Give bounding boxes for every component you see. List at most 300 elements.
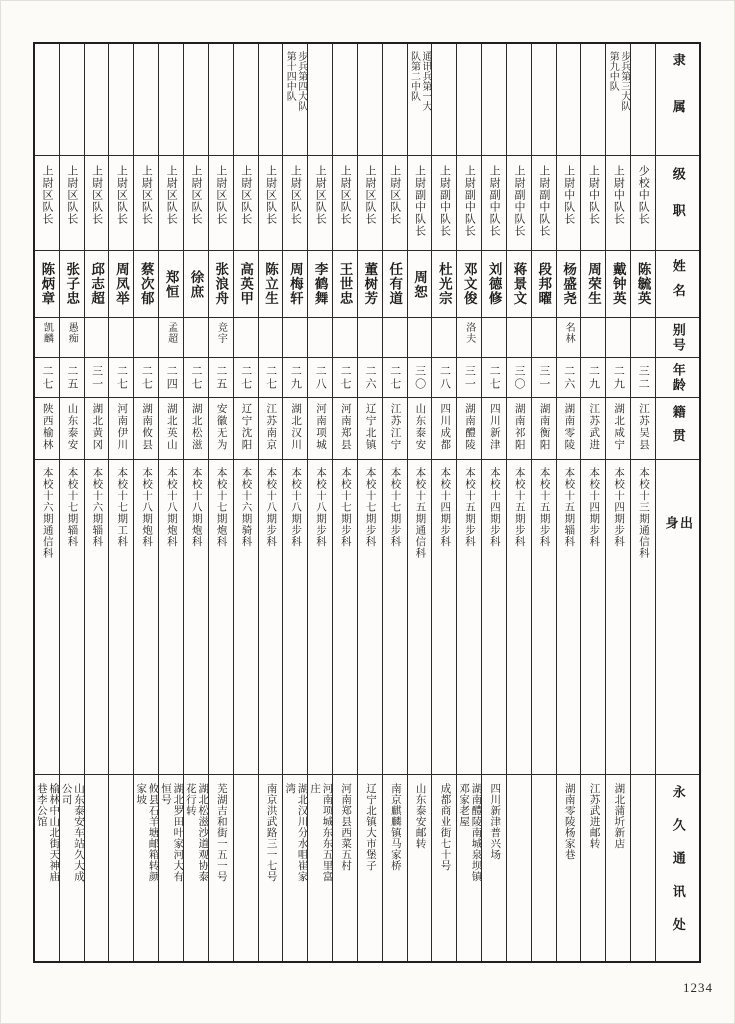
origin-text: 本校十八期步科 bbox=[265, 467, 277, 548]
age-text: 二九 bbox=[612, 364, 625, 391]
origin-cell bbox=[333, 460, 357, 775]
native-place-text: 河南郑县 bbox=[339, 403, 351, 451]
origin-text: 本校十六期辎科 bbox=[91, 467, 103, 548]
person-column bbox=[408, 44, 433, 961]
native-place-text: 湖南衡阳 bbox=[538, 403, 550, 451]
origin-text: 本校十八期炮科 bbox=[141, 467, 153, 548]
rank-cell bbox=[507, 156, 531, 251]
alias-cell bbox=[209, 318, 233, 358]
age-cell bbox=[134, 358, 158, 398]
address-cell bbox=[283, 775, 307, 961]
address-text: 攸县石羊塘邮箱转颜家坡 bbox=[135, 783, 159, 882]
alias-cell bbox=[507, 318, 531, 358]
age-cell bbox=[408, 358, 432, 398]
age-cell bbox=[383, 358, 407, 398]
person-column bbox=[581, 44, 606, 961]
alias-cell bbox=[159, 318, 183, 358]
affiliation-cell bbox=[408, 44, 432, 156]
native-place-text: 江苏江宁 bbox=[389, 403, 401, 451]
origin-text: 本校十七期炮科 bbox=[215, 467, 227, 548]
affiliation-text: 步兵第四大队第十四中队 bbox=[284, 51, 307, 111]
origin-text: 本校十五期通信科 bbox=[414, 467, 426, 559]
name-text: 刘德修 bbox=[486, 262, 502, 306]
alias-cell bbox=[432, 318, 456, 358]
affiliation-cell bbox=[234, 44, 258, 156]
alias-cell bbox=[234, 318, 258, 358]
origin-cell bbox=[35, 460, 59, 775]
rank-cell bbox=[631, 156, 655, 251]
native-place-cell bbox=[159, 398, 183, 460]
name-cell bbox=[333, 251, 357, 318]
address-text: 南京麒麟镇马家桥 bbox=[389, 783, 401, 871]
address-cell bbox=[184, 775, 208, 961]
age-cell bbox=[482, 358, 506, 398]
page-number: 1234 bbox=[683, 980, 713, 995]
address-cell bbox=[408, 775, 432, 961]
rank-text: 上尉中队长 bbox=[562, 165, 575, 225]
native-place-cell bbox=[507, 398, 531, 460]
alias-cell bbox=[631, 318, 655, 358]
rank-cell bbox=[234, 156, 258, 251]
person-column bbox=[184, 44, 209, 961]
origin-cell bbox=[85, 460, 109, 775]
origin-text: 本校十七期步科 bbox=[364, 467, 376, 548]
origin-text: 本校十七期工科 bbox=[116, 467, 128, 548]
name-text: 李鹤舞 bbox=[312, 262, 328, 306]
origin-text: 本校十六期骑科 bbox=[240, 467, 252, 548]
native-place-text: 河南伊川 bbox=[116, 403, 128, 451]
origin-cell bbox=[308, 460, 332, 775]
address-cell bbox=[308, 775, 332, 961]
name-cell bbox=[581, 251, 605, 318]
native-place-text: 湖南攸县 bbox=[141, 403, 153, 451]
person-column bbox=[259, 44, 284, 961]
address-text: 湖南零陵杨家巷 bbox=[563, 783, 575, 860]
person-column bbox=[60, 44, 85, 961]
header-cell-alias bbox=[656, 318, 699, 358]
name-cell bbox=[159, 251, 183, 318]
native-place-cell bbox=[60, 398, 84, 460]
alias-cell bbox=[109, 318, 133, 358]
native-place-cell bbox=[259, 398, 283, 460]
origin-text: 本校十五期步科 bbox=[513, 467, 525, 548]
name-cell bbox=[507, 251, 531, 318]
name-cell bbox=[358, 251, 382, 318]
alias-cell bbox=[482, 318, 506, 358]
native-place-text: 山东泰安 bbox=[414, 403, 426, 451]
rank-cell bbox=[333, 156, 357, 251]
person-column bbox=[482, 44, 507, 961]
origin-cell bbox=[209, 460, 233, 775]
native-place-text: 湖南祁阳 bbox=[513, 403, 525, 451]
alias-cell bbox=[283, 318, 307, 358]
origin-text: 本校十四期步科 bbox=[488, 467, 500, 548]
age-cell bbox=[283, 358, 307, 398]
header-age-label: 年龄 bbox=[670, 362, 686, 393]
person-column bbox=[35, 44, 60, 961]
name-text: 周凤举 bbox=[113, 262, 129, 306]
affiliation-cell bbox=[432, 44, 456, 156]
address-text: 湖北汉川分水咀崔家湾 bbox=[284, 783, 308, 882]
alias-cell bbox=[358, 318, 382, 358]
roster-table bbox=[33, 42, 701, 963]
rank-cell bbox=[358, 156, 382, 251]
person-column bbox=[557, 44, 582, 961]
name-text: 邓文俊 bbox=[461, 262, 477, 306]
affiliation-cell bbox=[358, 44, 382, 156]
native-place-text: 湖北英山 bbox=[165, 403, 177, 451]
address-text: 河南郑县西菜五村 bbox=[340, 783, 352, 871]
rank-text: 上尉区队长 bbox=[165, 165, 178, 225]
rank-cell bbox=[581, 156, 605, 251]
header-address-label: 永久通讯处 bbox=[670, 785, 686, 951]
rank-text: 上尉区队长 bbox=[115, 165, 128, 225]
person-column bbox=[234, 44, 259, 961]
header-cell-rank bbox=[656, 156, 699, 251]
affiliation-text: 通讯兵第一大队第二中队 bbox=[408, 51, 431, 111]
age-text: 三一 bbox=[537, 364, 550, 391]
address-cell bbox=[209, 775, 233, 961]
affiliation-cell bbox=[631, 44, 655, 156]
age-text: 二七 bbox=[388, 364, 401, 391]
alias-cell bbox=[35, 318, 59, 358]
native-place-cell bbox=[308, 398, 332, 460]
affiliation-cell bbox=[557, 44, 581, 156]
name-cell bbox=[457, 251, 481, 318]
origin-text: 本校十五期辎科 bbox=[563, 467, 575, 548]
native-place-cell bbox=[85, 398, 109, 460]
affiliation-cell bbox=[532, 44, 556, 156]
address-cell bbox=[457, 775, 481, 961]
native-place-text: 四川成都 bbox=[439, 403, 451, 451]
affiliation-cell bbox=[283, 44, 307, 156]
address-cell bbox=[432, 775, 456, 961]
name-text: 王世忠 bbox=[337, 262, 353, 306]
alias-cell bbox=[408, 318, 432, 358]
rank-text: 上尉区队长 bbox=[363, 165, 376, 225]
age-text: 二七 bbox=[339, 364, 352, 391]
age-cell bbox=[457, 358, 481, 398]
age-cell bbox=[532, 358, 556, 398]
age-text: 三一 bbox=[463, 364, 476, 391]
origin-text: 本校十五期步科 bbox=[464, 467, 476, 548]
name-text: 杜光宗 bbox=[436, 262, 452, 306]
address-cell bbox=[35, 775, 59, 961]
affiliation-cell bbox=[60, 44, 84, 156]
name-cell bbox=[60, 251, 84, 318]
rank-text: 上尉中队长 bbox=[612, 165, 625, 225]
origin-cell bbox=[606, 460, 630, 775]
origin-text: 本校十七期步科 bbox=[339, 467, 351, 548]
alias-cell bbox=[85, 318, 109, 358]
name-cell bbox=[308, 251, 332, 318]
native-place-cell bbox=[408, 398, 432, 460]
rank-cell bbox=[60, 156, 84, 251]
address-cell bbox=[557, 775, 581, 961]
age-text: 二六 bbox=[363, 364, 376, 391]
origin-cell bbox=[532, 460, 556, 775]
native-place-text: 安徽无为 bbox=[215, 403, 227, 451]
address-text: 山东泰安邮转 bbox=[414, 783, 426, 849]
affiliation-cell bbox=[85, 44, 109, 156]
name-text: 杨盛尧 bbox=[561, 262, 577, 306]
age-text: 三一 bbox=[90, 364, 103, 391]
alias-text: 洛夫 bbox=[463, 322, 475, 344]
name-text: 段邦曜 bbox=[536, 262, 552, 306]
rank-text: 上尉副中队长 bbox=[488, 165, 501, 237]
rank-cell bbox=[85, 156, 109, 251]
alias-cell bbox=[333, 318, 357, 358]
address-cell bbox=[109, 775, 133, 961]
person-column bbox=[358, 44, 383, 961]
rank-text: 上尉区队长 bbox=[339, 165, 352, 225]
name-cell bbox=[184, 251, 208, 318]
native-place-cell bbox=[432, 398, 456, 460]
rank-text: 少校中队长 bbox=[637, 165, 650, 225]
age-text: 二五 bbox=[214, 364, 227, 391]
header-column bbox=[656, 44, 699, 961]
age-cell bbox=[631, 358, 655, 398]
address-text: 四川新津普兴场 bbox=[489, 783, 501, 860]
name-text: 董树芳 bbox=[362, 262, 378, 306]
age-cell bbox=[358, 358, 382, 398]
alias-text: 孟超 bbox=[165, 322, 177, 344]
person-column bbox=[134, 44, 159, 961]
affiliation-cell bbox=[308, 44, 332, 156]
origin-cell bbox=[159, 460, 183, 775]
address-cell bbox=[482, 775, 506, 961]
age-cell bbox=[581, 358, 605, 398]
name-text: 陈炳章 bbox=[39, 262, 55, 306]
origin-text: 本校十八期步科 bbox=[290, 467, 302, 548]
alias-text: 竞宇 bbox=[215, 322, 227, 344]
rank-text: 上尉区队长 bbox=[239, 165, 252, 225]
address-cell bbox=[631, 775, 655, 961]
alias-cell bbox=[557, 318, 581, 358]
rank-cell bbox=[35, 156, 59, 251]
affiliation-cell bbox=[134, 44, 158, 156]
header-affiliation-label: 隶属 bbox=[670, 52, 686, 147]
name-cell bbox=[482, 251, 506, 318]
age-text: 三〇 bbox=[513, 364, 526, 391]
name-cell bbox=[85, 251, 109, 318]
rank-cell bbox=[606, 156, 630, 251]
person-column bbox=[532, 44, 557, 961]
origin-text: 本校十三期通信科 bbox=[637, 467, 649, 559]
age-text: 二七 bbox=[239, 364, 252, 391]
header-name-label: 姓名 bbox=[670, 259, 686, 309]
origin-text: 本校十四期步科 bbox=[613, 467, 625, 548]
header-cell-age bbox=[656, 358, 699, 398]
name-cell bbox=[532, 251, 556, 318]
rank-text: 上尉区队长 bbox=[140, 165, 153, 225]
name-cell bbox=[259, 251, 283, 318]
age-text: 三〇 bbox=[413, 364, 426, 391]
native-place-cell bbox=[631, 398, 655, 460]
address-cell bbox=[333, 775, 357, 961]
person-column bbox=[383, 44, 408, 961]
affiliation-cell bbox=[109, 44, 133, 156]
affiliation-cell bbox=[184, 44, 208, 156]
rank-cell bbox=[109, 156, 133, 251]
person-column bbox=[333, 44, 358, 961]
address-text: 湖北蒲圻新店 bbox=[613, 783, 625, 849]
origin-cell bbox=[358, 460, 382, 775]
rank-cell bbox=[532, 156, 556, 251]
person-column bbox=[457, 44, 482, 961]
header-cell-address bbox=[656, 775, 699, 961]
age-text: 二八 bbox=[438, 364, 451, 391]
name-text: 张浪舟 bbox=[213, 262, 229, 306]
origin-text: 本校十八期炮科 bbox=[165, 467, 177, 548]
name-cell bbox=[631, 251, 655, 318]
origin-cell bbox=[134, 460, 158, 775]
affiliation-cell bbox=[482, 44, 506, 156]
age-cell bbox=[35, 358, 59, 398]
native-place-text: 辽宁沈阳 bbox=[240, 403, 252, 451]
affiliation-cell bbox=[606, 44, 630, 156]
name-text: 周恕 bbox=[412, 269, 428, 299]
person-column bbox=[159, 44, 184, 961]
age-text: 二七 bbox=[40, 364, 53, 391]
rank-text: 上尉区队长 bbox=[264, 165, 277, 225]
name-text: 徐庶 bbox=[188, 269, 204, 299]
age-cell bbox=[507, 358, 531, 398]
age-cell bbox=[557, 358, 581, 398]
age-text: 二九 bbox=[587, 364, 600, 391]
origin-cell bbox=[109, 460, 133, 775]
name-text: 高英甲 bbox=[238, 262, 254, 306]
origin-cell bbox=[259, 460, 283, 775]
name-text: 蒋景文 bbox=[511, 262, 527, 306]
native-place-text: 江苏武进 bbox=[588, 403, 600, 451]
age-cell bbox=[432, 358, 456, 398]
alias-cell bbox=[457, 318, 481, 358]
age-cell bbox=[308, 358, 332, 398]
rank-cell bbox=[432, 156, 456, 251]
native-place-text: 湖北汉川 bbox=[290, 403, 302, 451]
rank-cell bbox=[557, 156, 581, 251]
rank-text: 上尉中队长 bbox=[587, 165, 600, 225]
address-cell bbox=[383, 775, 407, 961]
address-text: 辽宁北镇大市堡子 bbox=[364, 783, 376, 871]
name-text: 郑恒 bbox=[163, 269, 179, 299]
address-cell bbox=[532, 775, 556, 961]
origin-cell bbox=[60, 460, 84, 775]
age-text: 二七 bbox=[115, 364, 128, 391]
age-text: 二七 bbox=[190, 364, 203, 391]
address-text: 芜湖吉和街一五一号 bbox=[215, 783, 227, 882]
native-place-cell bbox=[532, 398, 556, 460]
affiliation-text: 步兵第三大队第九中队 bbox=[607, 51, 630, 111]
origin-text: 本校十四期步科 bbox=[439, 467, 451, 548]
native-place-text: 江苏南京 bbox=[265, 403, 277, 451]
address-text: 湖北罗田叶家河大有恒号 bbox=[160, 783, 183, 882]
origin-cell bbox=[383, 460, 407, 775]
rank-cell bbox=[482, 156, 506, 251]
address-cell bbox=[85, 775, 109, 961]
address-text: 山东泰安车站久大成公司 bbox=[60, 783, 84, 882]
native-place-cell bbox=[234, 398, 258, 460]
header-origin-label: 出身 bbox=[663, 516, 694, 646]
header-cell-origin bbox=[656, 460, 699, 775]
address-cell bbox=[507, 775, 531, 961]
origin-text: 本校十五期步科 bbox=[538, 467, 550, 548]
age-cell bbox=[333, 358, 357, 398]
origin-cell bbox=[283, 460, 307, 775]
affiliation-cell bbox=[383, 44, 407, 156]
origin-cell bbox=[457, 460, 481, 775]
origin-cell bbox=[184, 460, 208, 775]
name-text: 蔡次郁 bbox=[138, 262, 154, 306]
alias-text: 愚痴 bbox=[66, 322, 78, 344]
person-column bbox=[606, 44, 631, 961]
native-place-text: 湖南醴陵 bbox=[464, 403, 476, 451]
rank-text: 上尉区队长 bbox=[314, 165, 327, 225]
age-text: 二四 bbox=[165, 364, 178, 391]
native-place-cell bbox=[109, 398, 133, 460]
origin-cell bbox=[507, 460, 531, 775]
address-text: 湖南醴陵南城泉坝镇邓家老屋 bbox=[458, 783, 482, 882]
address-text: 江苏武进邮转 bbox=[588, 783, 600, 849]
name-text: 周梅轩 bbox=[287, 262, 303, 306]
name-cell bbox=[209, 251, 233, 318]
rank-text: 上尉副中队长 bbox=[537, 165, 550, 237]
name-text: 任有道 bbox=[387, 262, 403, 306]
native-place-cell bbox=[383, 398, 407, 460]
origin-text: 本校十七期步科 bbox=[389, 467, 401, 548]
name-text: 陈毓英 bbox=[635, 262, 651, 306]
affiliation-cell bbox=[159, 44, 183, 156]
alias-cell bbox=[308, 318, 332, 358]
person-column bbox=[209, 44, 234, 961]
rank-cell bbox=[457, 156, 481, 251]
age-cell bbox=[109, 358, 133, 398]
origin-cell bbox=[408, 460, 432, 775]
address-cell bbox=[259, 775, 283, 961]
native-place-text: 湖北咸宁 bbox=[613, 403, 625, 451]
address-cell bbox=[581, 775, 605, 961]
address-text: 榆林中山北街天神庙巷李公馆 bbox=[35, 783, 59, 882]
native-place-cell bbox=[209, 398, 233, 460]
person-column bbox=[85, 44, 110, 961]
address-cell bbox=[134, 775, 158, 961]
rank-text: 上尉区队长 bbox=[388, 165, 401, 225]
native-place-text: 江苏吴县 bbox=[637, 403, 649, 451]
name-text: 周荣生 bbox=[585, 262, 601, 306]
native-place-cell bbox=[557, 398, 581, 460]
rank-text: 上尉区队长 bbox=[190, 165, 203, 225]
native-place-text: 湖北松滋 bbox=[190, 403, 202, 451]
alias-cell bbox=[606, 318, 630, 358]
alias-cell bbox=[134, 318, 158, 358]
rank-cell bbox=[383, 156, 407, 251]
name-cell bbox=[134, 251, 158, 318]
alias-cell bbox=[581, 318, 605, 358]
alias-cell bbox=[532, 318, 556, 358]
alias-text: 凯麟 bbox=[41, 322, 53, 344]
header-rank-label: 级职 bbox=[670, 166, 686, 240]
rank-text: 上尉区队长 bbox=[40, 165, 53, 225]
native-place-cell bbox=[606, 398, 630, 460]
person-column bbox=[631, 44, 656, 961]
address-cell bbox=[159, 775, 183, 961]
native-place-cell bbox=[134, 398, 158, 460]
native-place-text: 四川新津 bbox=[488, 403, 500, 451]
native-place-cell bbox=[581, 398, 605, 460]
rank-cell bbox=[408, 156, 432, 251]
rank-text: 上尉副中队长 bbox=[513, 165, 526, 237]
